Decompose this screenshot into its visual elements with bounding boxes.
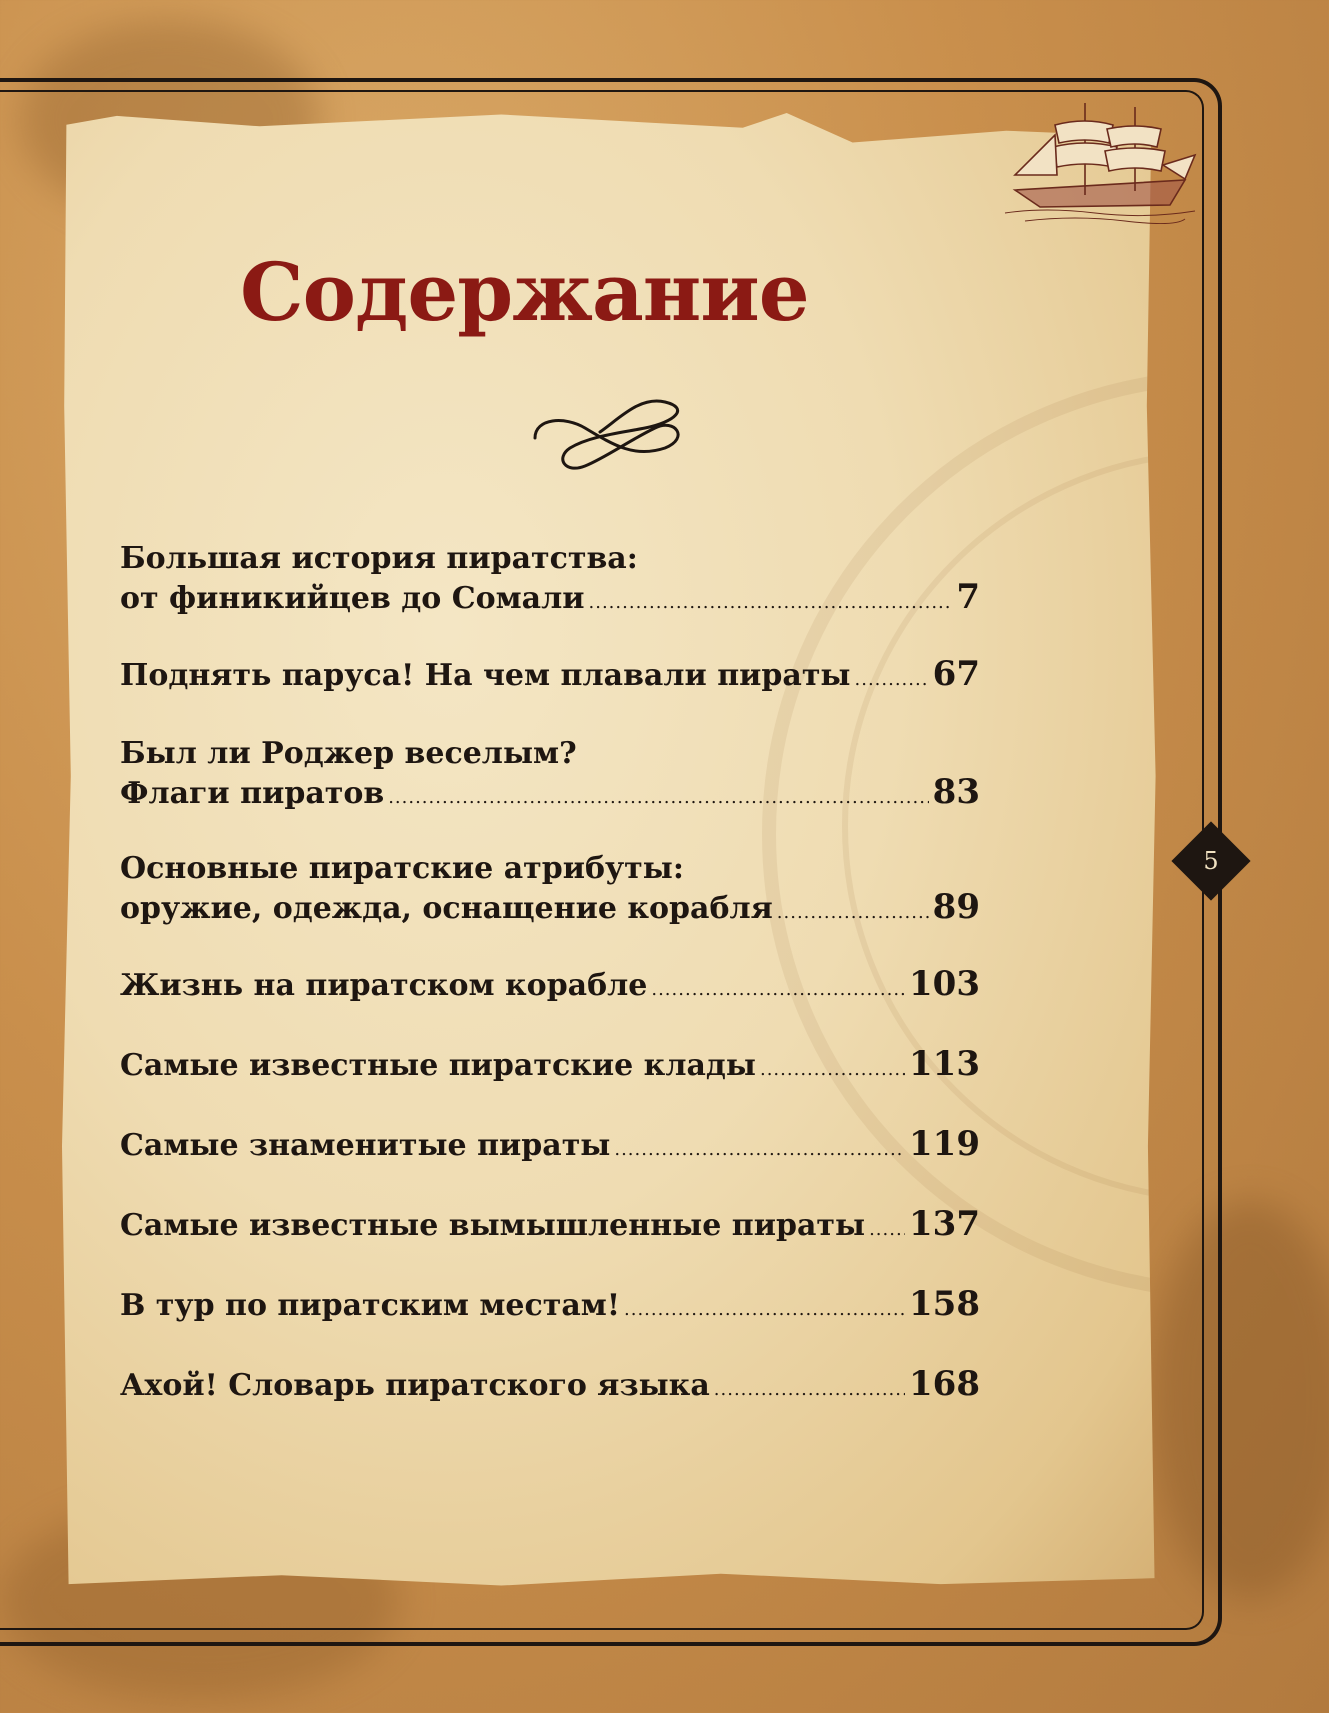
toc-entry-title: В тур по пиратским местам! (120, 1288, 620, 1323)
toc-page-number: 158 (909, 1284, 980, 1324)
dot-leader (855, 661, 929, 699)
dot-leader (388, 779, 928, 817)
toc-entry-title: Ахой! Словарь пиратского языка (120, 1368, 710, 1403)
toc-entry[interactable] (120, 1205, 980, 1249)
toc-page-number: 168 (909, 1364, 980, 1404)
toc-entry-row (120, 1205, 980, 1249)
toc-page-number: 119 (909, 1124, 980, 1164)
dot-leader (869, 1211, 905, 1249)
toc-entry[interactable] (120, 540, 980, 622)
toc-entry-title: Самые известные пиратские клады (120, 1048, 756, 1083)
toc-entry-title: Поднять паруса! На чем плавали пираты (120, 658, 851, 693)
toc-entry-row (120, 1365, 980, 1409)
dot-leader (777, 894, 929, 932)
dot-leader (714, 1371, 905, 1409)
swirl-ornament-icon (525, 388, 690, 478)
toc-page-number: 7 (956, 577, 980, 617)
toc-entry[interactable] (120, 965, 980, 1009)
toc-entry-title: Флаги пиратов (120, 776, 385, 811)
toc-page-number: 89 (932, 887, 980, 927)
sailing-ship-icon (995, 95, 1205, 235)
toc-entry[interactable] (120, 1125, 980, 1169)
dot-leader (624, 1291, 905, 1329)
toc-entry[interactable] (120, 1285, 980, 1329)
toc-entry-row (120, 773, 980, 817)
toc-page-number: 137 (909, 1204, 980, 1244)
dot-leader (589, 584, 953, 622)
page-number: 5 (1203, 847, 1219, 875)
toc-entry-row (120, 1045, 980, 1089)
toc-entry-title: Самые знаменитые пираты (120, 1128, 611, 1163)
toc-entry-row (120, 1285, 980, 1329)
toc-page-number: 103 (909, 964, 980, 1004)
toc-entry-title: Жизнь на пиратском корабле (120, 968, 648, 1003)
toc-entry[interactable] (120, 850, 980, 932)
dot-leader (614, 1131, 905, 1169)
toc-entry[interactable] (120, 655, 980, 699)
toc-entry-row (120, 1125, 980, 1169)
toc-entry-title: от финикийцев до Сомали (120, 581, 585, 616)
toc-entry[interactable] (120, 735, 980, 817)
toc-entry-row (120, 888, 980, 932)
toc-entry-row (120, 578, 980, 622)
toc-entry-title-line: Был ли Роджер веселым? (120, 736, 577, 771)
toc-entry-title-line: Большая история пиратства: (120, 541, 638, 576)
toc-page-number: 113 (909, 1044, 980, 1084)
toc-entry-title: Самые известные вымышленные пираты (120, 1208, 866, 1243)
dot-leader (651, 971, 905, 1009)
toc-entry[interactable] (120, 1365, 980, 1409)
page-title: Содержание (240, 245, 809, 339)
toc-entry-row (120, 655, 980, 699)
toc-page-number: 67 (932, 654, 980, 694)
toc-entry-title: оружие, одежда, оснащение корабля (120, 891, 773, 926)
toc-entry-row (120, 965, 980, 1009)
toc-entry-title-line: Основные пиратские атрибуты: (120, 851, 684, 886)
toc-page-number: 83 (932, 772, 980, 812)
toc-entry[interactable] (120, 1045, 980, 1089)
dot-leader (760, 1051, 905, 1089)
